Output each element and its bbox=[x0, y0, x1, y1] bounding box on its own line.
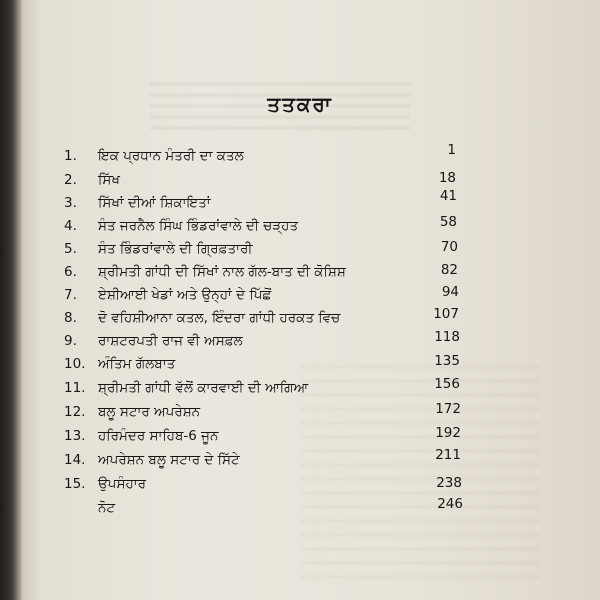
entry-page: 1 bbox=[447, 142, 456, 158]
entry-title: ਸ਼੍ਰੀਮਤੀ ਗਾਂਧੀ ਦੀ ਸਿੱਖਾਂ ਨਾਲ ਗੱਲ-ਬਾਤ ਦੀ ਕੋਸ਼ਿਸ਼ bbox=[98, 264, 346, 280]
entry-title: ਸ਼੍ਰੀਮਤੀ ਗਾਂਧੀ ਵੱਲੋਂ ਕਾਰਵਾਈ ਦੀ ਆਗਿਆ bbox=[98, 380, 309, 396]
entry-page: 192 bbox=[435, 425, 461, 441]
entry-title: ਇਕ ਪ੍ਰਧਾਨ ਮੰਤਰੀ ਦਾ ਕਤਲ bbox=[98, 148, 244, 164]
entry-title: ਸਿੱਖ bbox=[98, 172, 120, 188]
entry-title: ਰਾਸ਼ਟਰਪਤੀ ਰਾਜ ਵੀ ਅਸਫ਼ਲ bbox=[98, 333, 243, 349]
entry-number: 12. bbox=[64, 404, 86, 420]
entry-number: 5. bbox=[64, 241, 77, 257]
entry-title: ਏਸ਼ੀਆਈ ਖੇਡਾਂ ਅਤੇ ਉਨ੍ਹਾਂ ਦੇ ਪਿੱਛੋਂ bbox=[98, 287, 272, 303]
entry-number: 9. bbox=[64, 333, 77, 349]
entry-page: 107 bbox=[433, 306, 459, 322]
entry-title: ਅਪਰੇਸ਼ਨ ਬਲੂ ਸਟਾਰ ਦੇ ਸਿੱਟੇ bbox=[98, 452, 240, 468]
entry-page: 94 bbox=[441, 284, 459, 300]
entry-page: 82 bbox=[440, 262, 458, 278]
entry-title: ਸੰਤ ਭਿੰਡਰਾਂਵਾਲੇ ਦੀ ਗ੍ਰਿਫ਼ਤਾਰੀ bbox=[98, 241, 253, 257]
entry-number: 13. bbox=[64, 428, 86, 444]
entry-title: ਸੰਤ ਜਰਨੈਲ ਸਿੰਘ ਭਿੰਡਰਾਂਵਾਲੇ ਦੀ ਚੜ੍ਹਤ bbox=[98, 218, 299, 234]
entry-title: ਸਿੱਖਾਂ ਦੀਆਂ ਸ਼ਿਕਾਇਤਾਂ bbox=[98, 195, 211, 211]
entry-number: 6. bbox=[64, 264, 77, 280]
entry-number: 1. bbox=[64, 148, 77, 164]
entry-page: 118 bbox=[434, 329, 460, 345]
entry-page: 211 bbox=[435, 447, 461, 463]
entry-number: 3. bbox=[64, 195, 77, 211]
entry-title: ਉਪਸੰਹਾਰ bbox=[98, 476, 146, 492]
entry-title: ਅੰਤਿਮ ਗੱਲਬਾਤ bbox=[98, 356, 176, 372]
entry-title: ਬਲੂ ਸਟਾਰ ਅਪਰੇਸ਼ਨ bbox=[98, 404, 201, 420]
entry-title: ਨੋਟ bbox=[98, 500, 116, 516]
entry-page: 58 bbox=[439, 214, 457, 230]
entry-title: ਹਰਿਮੰਦਰ ਸਾਹਿਬ-6 ਜੂਨ bbox=[98, 428, 219, 444]
entry-title: ਦੋ ਵਹਿਸ਼ੀਆਨਾ ਕਤਲ, ਇੰਦਰਾ ਗਾਂਧੀ ਹਰਕਤ ਵਿਚ bbox=[98, 310, 341, 326]
entry-page: 41 bbox=[439, 188, 457, 204]
entry-number: 11. bbox=[64, 380, 86, 396]
entry-number: 2. bbox=[64, 172, 77, 188]
entry-page: 238 bbox=[436, 475, 462, 491]
entry-page: 156 bbox=[434, 376, 460, 392]
entry-page: 172 bbox=[435, 401, 461, 417]
entry-number: 10. bbox=[64, 356, 86, 372]
entry-page: 18 bbox=[438, 170, 456, 186]
entry-number: 15. bbox=[64, 476, 86, 492]
entry-number: 7. bbox=[64, 287, 77, 303]
entry-page: 70 bbox=[440, 239, 458, 255]
toc-title: ਤਤਕਰਾ bbox=[267, 92, 333, 116]
entry-page: 246 bbox=[437, 496, 463, 512]
entry-number: 4. bbox=[64, 218, 77, 234]
entry-page: 135 bbox=[434, 353, 460, 369]
entry-number: 14. bbox=[64, 452, 86, 468]
entry-number: 8. bbox=[64, 310, 77, 326]
